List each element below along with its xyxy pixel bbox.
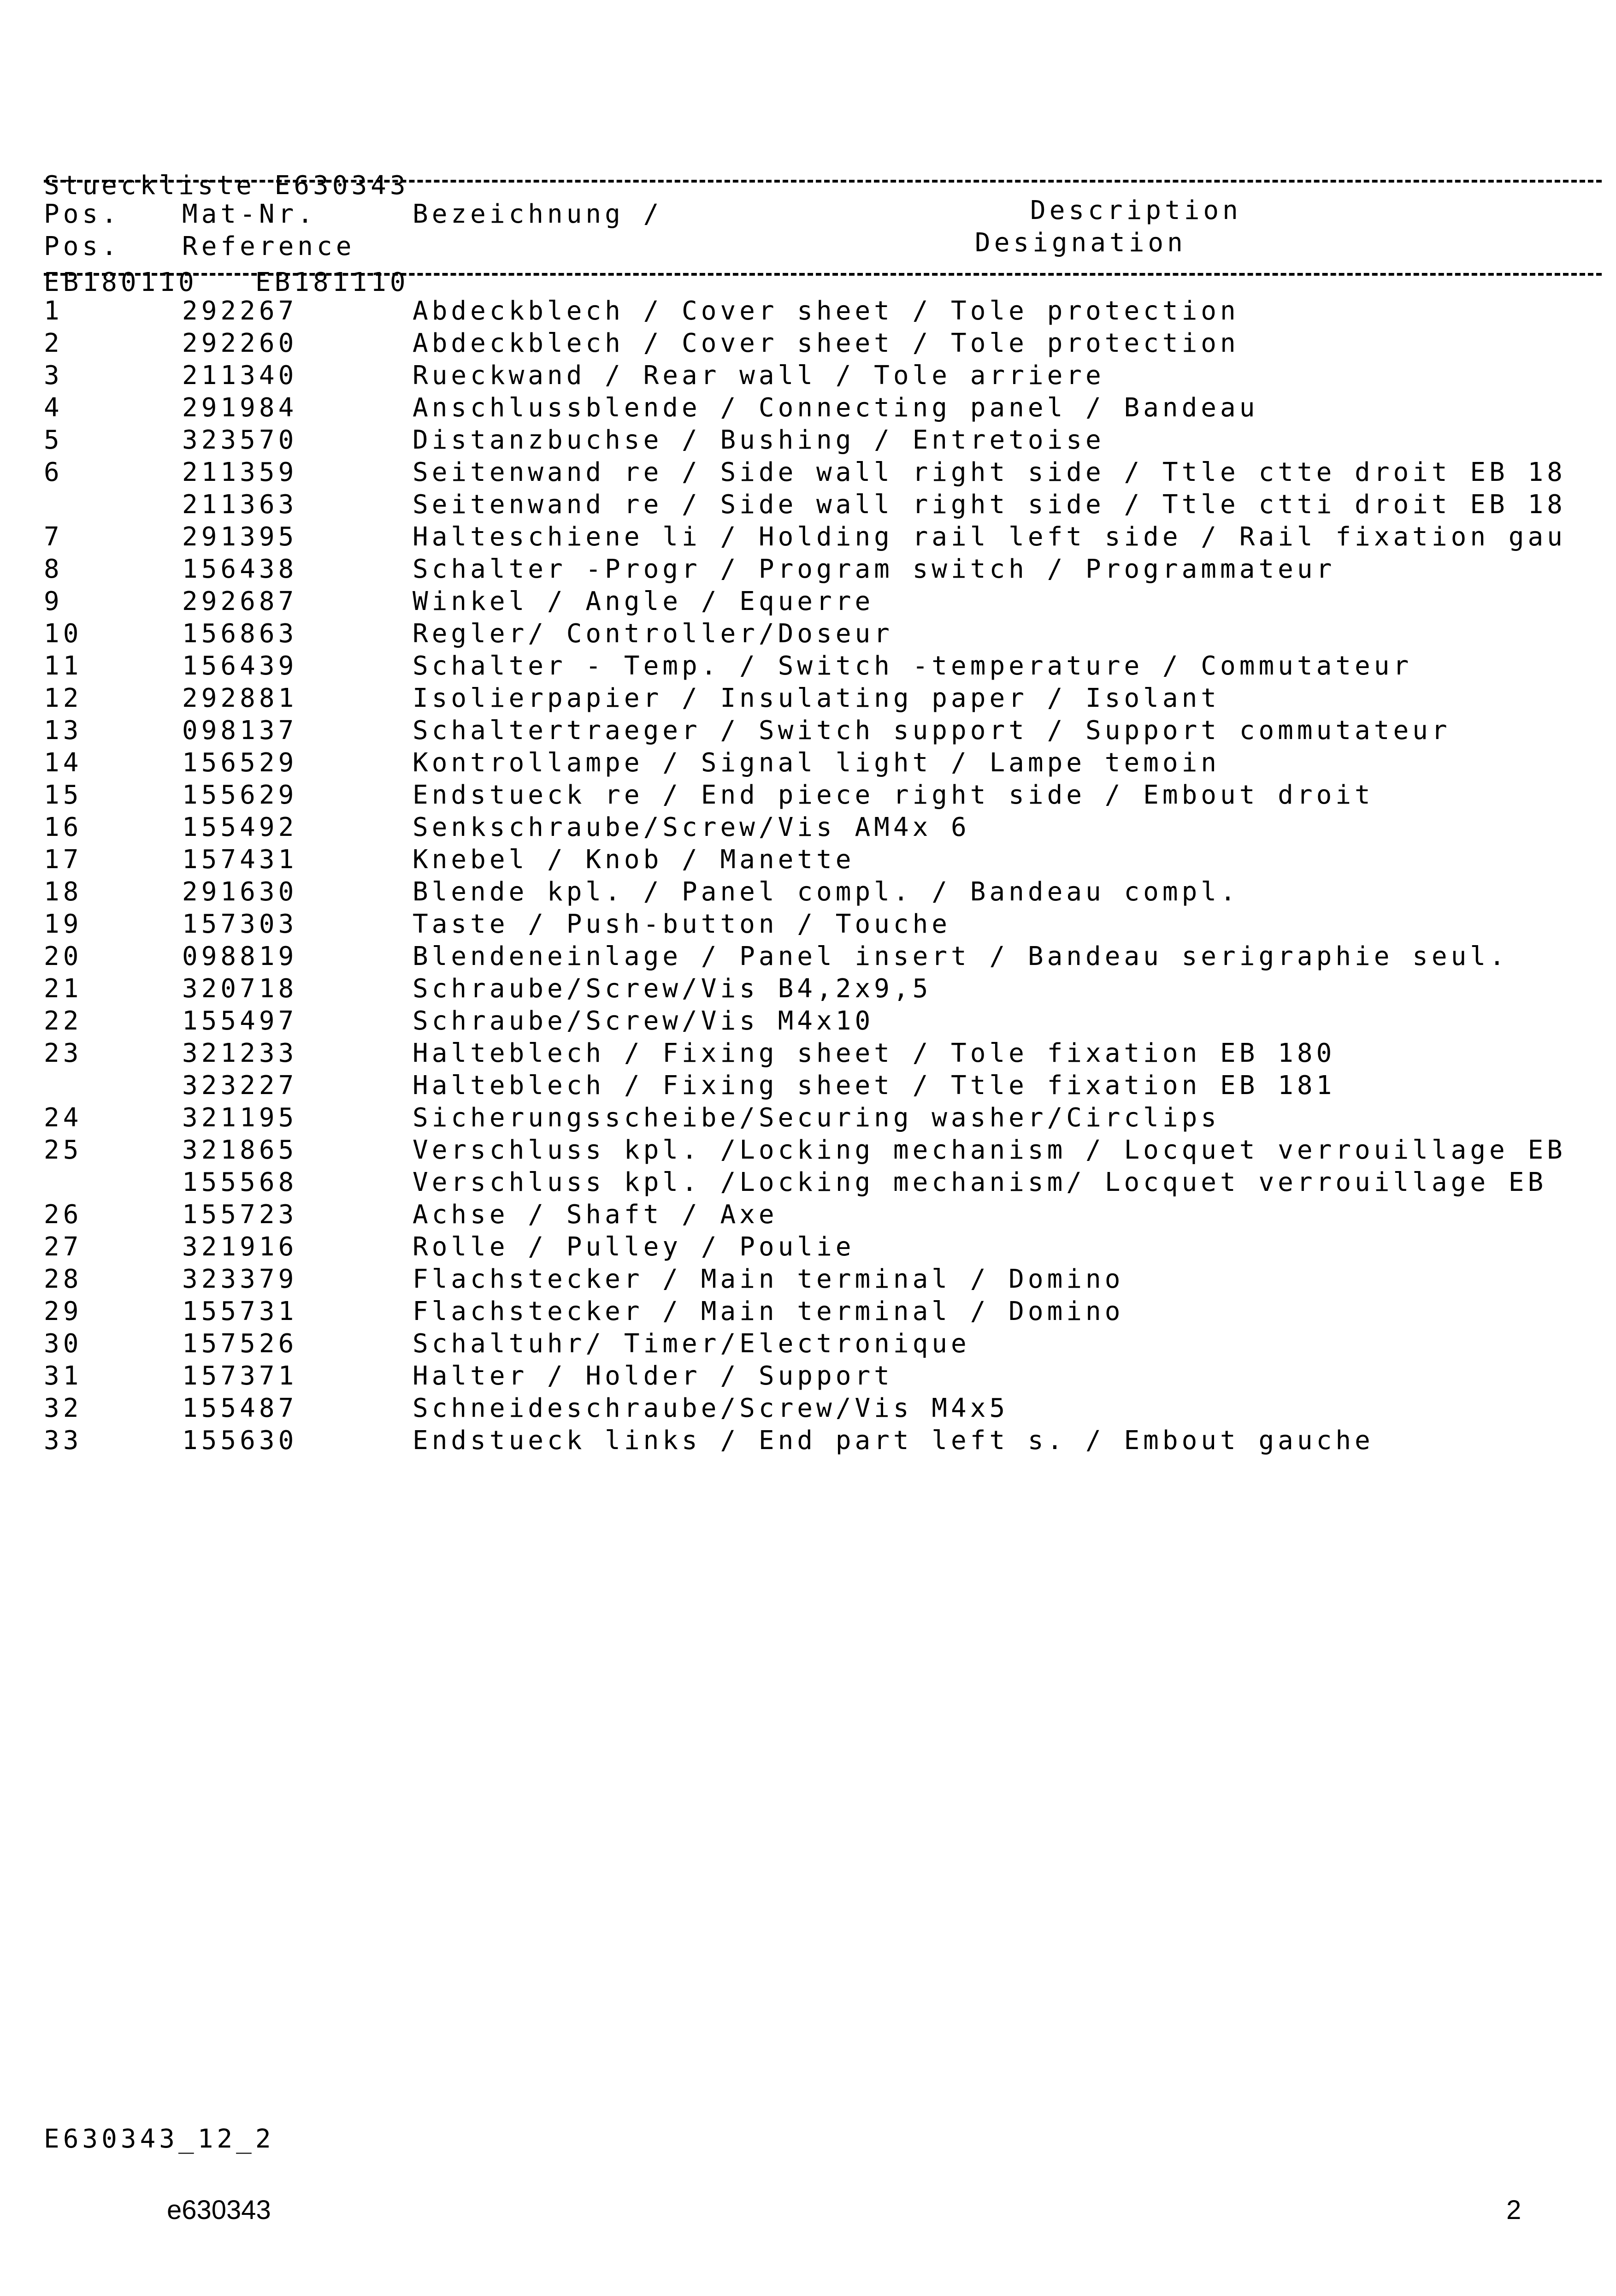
page-number: 2 [1506, 2195, 1522, 2225]
table-row [44, 1263, 1602, 1296]
table-row [44, 1231, 1602, 1263]
row-description: Distanzbuchse / Bushing / Entretoise [413, 425, 1105, 455]
row-pos: 25 [44, 1135, 83, 1165]
row-description: Schalter - Temp. / Switch -temperature / Commutateur [413, 651, 1413, 681]
table-row [44, 360, 1602, 392]
table-row [44, 1360, 1602, 1392]
row-description: Endstueck links / End part left s. / Embout gauche [413, 1426, 1374, 1456]
row-description: Winkel / Angle / Equerre [413, 586, 874, 616]
row-pos: 31 [44, 1361, 83, 1391]
row-description: Rueckwand / Rear wall / Tole arriere [413, 361, 1105, 391]
row-mat-nr: 157371 [182, 1361, 298, 1391]
row-mat-nr: 156439 [182, 651, 298, 681]
row-pos: 27 [44, 1232, 83, 1262]
row-description: Schaltertraeger / Switch support / Support commutateur [413, 716, 1451, 746]
row-mat-nr: 292881 [182, 683, 298, 713]
row-mat-nr: 292687 [182, 586, 298, 616]
row-description: Achse / Shaft / Axe [413, 1200, 778, 1230]
row-pos: 12 [44, 683, 83, 713]
row-pos: 14 [44, 748, 83, 778]
row-description: Endstueck re / End piece right side / Embout droit [413, 780, 1374, 810]
dashed-rule-top [44, 180, 1602, 183]
row-pos: 10 [44, 619, 83, 649]
table-row [44, 456, 1602, 489]
table-row [44, 941, 1602, 973]
row-mat-nr: 155629 [182, 780, 298, 810]
row-pos: 1 [44, 296, 63, 326]
row-pos: 30 [44, 1329, 83, 1359]
row-mat-nr: 155497 [182, 1006, 298, 1036]
table-row [44, 1134, 1602, 1166]
row-description: Schraube/Screw/Vis M4x10 [413, 1006, 874, 1036]
row-mat-nr: 291395 [182, 522, 298, 552]
table-row [44, 973, 1602, 1005]
row-description: Halteschiene li / Holding rail left side / Rail fixation gau [413, 522, 1566, 552]
row-pos: 8 [44, 554, 63, 584]
row-pos: 26 [44, 1200, 83, 1230]
row-description: Verschluss kpl. /Locking mechanism/ Locquet verrouillage EB [413, 1167, 1547, 1197]
row-pos: 5 [44, 425, 63, 455]
row-description: Schraube/Screw/Vis B4,2x9,5 [413, 974, 932, 1004]
row-pos: 17 [44, 845, 83, 875]
table-row [44, 1392, 1602, 1425]
table-row [44, 811, 1602, 844]
document-code: E630343_12_2 [44, 2124, 275, 2154]
table-row [44, 779, 1602, 811]
table-header [44, 195, 1602, 267]
row-description: Flachstecker / Main terminal / Domino [413, 1296, 1124, 1326]
row-description: Seitenwand re / Side wall right side / Ttle ctte droit EB 18 [413, 457, 1566, 487]
dashed-rule-header [44, 273, 1602, 276]
row-pos: 29 [44, 1296, 83, 1326]
row-pos: 22 [44, 1006, 83, 1036]
row-mat-nr: 291630 [182, 877, 298, 907]
row-mat-nr: 155568 [182, 1167, 298, 1197]
table-row [44, 747, 1602, 779]
row-mat-nr: 321233 [182, 1038, 298, 1068]
row-mat-nr: 155630 [182, 1426, 298, 1456]
row-mat-nr: 155731 [182, 1296, 298, 1326]
table-row [44, 908, 1602, 941]
row-mat-nr: 320718 [182, 974, 298, 1004]
row-description: Schneideschraube/Screw/Vis M4x5 [413, 1393, 1009, 1423]
row-pos: 4 [44, 393, 63, 423]
header-mat-de: Mat-Nr. [182, 199, 317, 229]
row-pos: 3 [44, 361, 63, 391]
row-mat-nr: 098137 [182, 716, 298, 746]
row-mat-nr: 211363 [182, 490, 298, 520]
row-mat-nr: 156529 [182, 748, 298, 778]
row-pos: 23 [44, 1038, 83, 1068]
table-row [44, 295, 1602, 327]
row-pos: 9 [44, 586, 63, 616]
row-description: Halteblech / Fixing sheet / Tole fixation EB 180 [413, 1038, 1336, 1068]
row-pos: 33 [44, 1426, 83, 1456]
row-mat-nr: 155723 [182, 1200, 298, 1230]
header-pos-en: Pos. [44, 231, 121, 261]
table-row [44, 1037, 1602, 1070]
row-mat-nr: 292267 [182, 296, 298, 326]
row-description: Seitenwand re / Side wall right side / Ttle ctti droit EB 18 [413, 490, 1566, 520]
table-row [44, 1296, 1602, 1328]
table-row [44, 1102, 1602, 1134]
table-row [44, 715, 1602, 747]
table-row [44, 327, 1602, 360]
row-description: Halteblech / Fixing sheet / Ttle fixation EB 181 [413, 1071, 1336, 1101]
row-mat-nr: 156438 [182, 554, 298, 584]
table-row [44, 553, 1602, 586]
row-description: Blendeneinlage / Panel insert / Bandeau serigraphie seul. [413, 941, 1509, 971]
table-row [44, 876, 1602, 908]
row-pos: 28 [44, 1264, 83, 1294]
row-mat-nr: 157526 [182, 1329, 298, 1359]
header-desc-fr: Designation [975, 228, 1186, 258]
table-row [44, 1328, 1602, 1360]
table-row [44, 618, 1602, 650]
row-mat-nr: 157431 [182, 845, 298, 875]
row-description: Rolle / Pulley / Poulie [413, 1232, 855, 1262]
row-pos: 2 [44, 328, 63, 358]
table-row [44, 844, 1602, 876]
row-description: Senkschraube/Screw/Vis AM4x 6 [413, 812, 970, 842]
row-description: Abdeckblech / Cover sheet / Tole protection [413, 296, 1239, 326]
row-mat-nr: 321916 [182, 1232, 298, 1262]
row-description: Regler/ Controller/Doseur [413, 619, 893, 649]
table-row [44, 682, 1602, 715]
row-mat-nr: 098819 [182, 941, 298, 971]
row-pos: 19 [44, 909, 83, 939]
row-mat-nr: 321195 [182, 1103, 298, 1133]
table-row [44, 586, 1602, 618]
row-pos: 13 [44, 716, 83, 746]
file-name: e630343 [167, 2195, 271, 2225]
row-pos: 6 [44, 457, 63, 487]
row-mat-nr: 156863 [182, 619, 298, 649]
row-mat-nr: 155487 [182, 1393, 298, 1423]
row-mat-nr: 291984 [182, 393, 298, 423]
row-description: Knebel / Knob / Manette [413, 845, 855, 875]
row-description: Schalter -Progr / Program switch / Programmateur [413, 554, 1336, 584]
parts-list [44, 295, 1602, 1457]
header-desc-de: Bezeichnung / [413, 199, 663, 229]
row-mat-nr: 155492 [182, 812, 298, 842]
row-mat-nr: 157303 [182, 909, 298, 939]
row-mat-nr: 321865 [182, 1135, 298, 1165]
row-description: Kontrollampe / Signal light / Lampe temoin [413, 748, 1221, 778]
row-description: Abdeckblech / Cover sheet / Tole protection [413, 328, 1239, 358]
row-description: Taste / Push-button / Touche [413, 909, 951, 939]
row-pos: 18 [44, 877, 83, 907]
row-description: Sicherungsscheibe/Securing washer/Circlips [413, 1103, 1221, 1133]
header-desc-en: Description [1030, 195, 1242, 225]
title-line-2: EB180110 EB181110 [44, 267, 409, 297]
row-description: Blende kpl. / Panel compl. / Bandeau compl. [413, 877, 1239, 907]
row-description: Verschluss kpl. /Locking mechanism / Locquet verrouillage EB [413, 1135, 1566, 1165]
row-mat-nr: 211340 [182, 361, 298, 391]
row-pos: 7 [44, 522, 63, 552]
table-row [44, 489, 1602, 521]
row-description: Halter / Holder / Support [413, 1361, 893, 1391]
header-mat-en: Reference [182, 231, 355, 261]
row-mat-nr: 323379 [182, 1264, 298, 1294]
header-pos-de: Pos. [44, 199, 121, 229]
table-row [44, 1070, 1602, 1102]
row-mat-nr: 323570 [182, 425, 298, 455]
table-row [44, 1425, 1602, 1457]
row-pos: 15 [44, 780, 83, 810]
row-pos: 11 [44, 651, 83, 681]
row-pos: 21 [44, 974, 83, 1004]
row-pos: 20 [44, 941, 83, 971]
row-mat-nr: 211359 [182, 457, 298, 487]
table-row [44, 1199, 1602, 1231]
row-description: Schaltuhr/ Timer/Electronique [413, 1329, 970, 1359]
table-row [44, 424, 1602, 456]
row-pos: 16 [44, 812, 83, 842]
title-line-1: Stueckliste E630343 [44, 171, 409, 201]
table-row [44, 521, 1602, 553]
table-row [44, 1005, 1602, 1037]
table-row [44, 1166, 1602, 1199]
row-description: Isolierpapier / Insulating paper / Isolant [413, 683, 1221, 713]
table-row [44, 650, 1602, 682]
row-mat-nr: 323227 [182, 1071, 298, 1101]
row-mat-nr: 292260 [182, 328, 298, 358]
row-description: Flachstecker / Main terminal / Domino [413, 1264, 1124, 1294]
table-row [44, 392, 1602, 424]
row-description: Anschlussblende / Connecting panel / Bandeau [413, 393, 1259, 423]
row-pos: 32 [44, 1393, 83, 1423]
row-pos: 24 [44, 1103, 83, 1133]
